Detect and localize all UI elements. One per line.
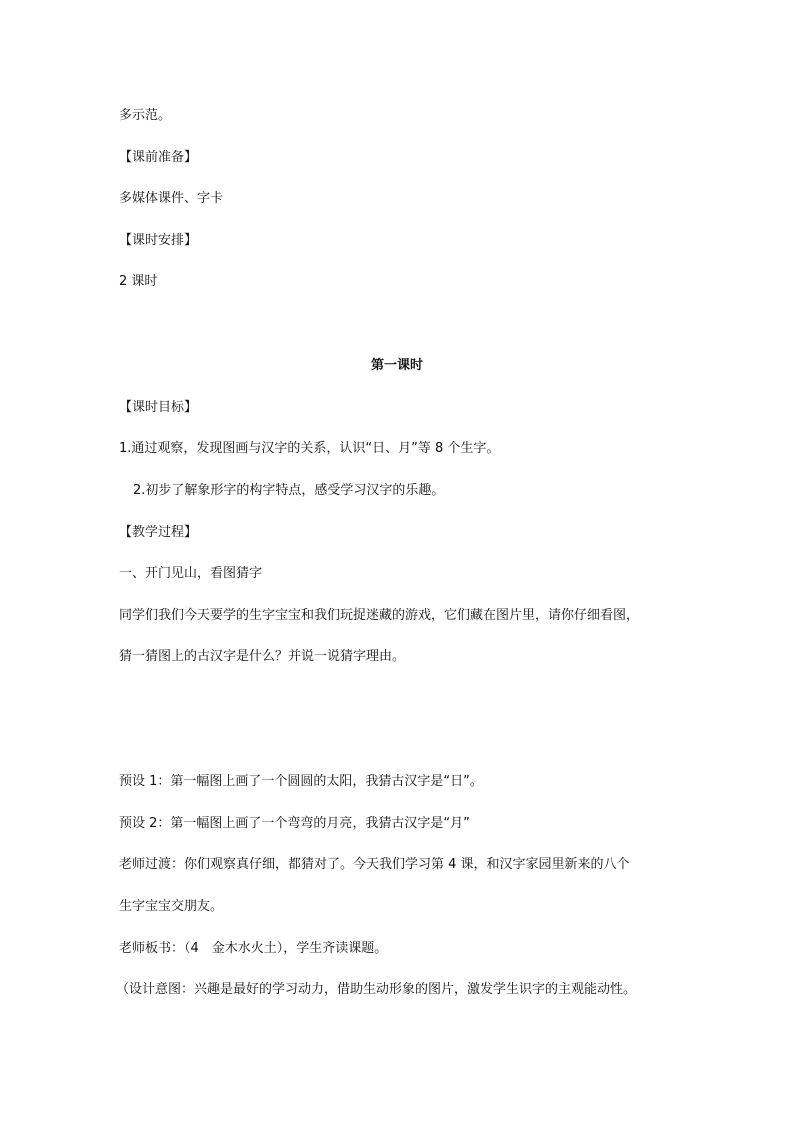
paragraph-materials: 多媒体课件、字卡 (119, 191, 224, 206)
section-title: 第一课时 (370, 358, 423, 373)
goal-item-2: 2.初步了解象形字的构字特点，感受学习汉字的乐趣。 (133, 483, 445, 498)
heading-schedule: 【课时安排】 (119, 233, 198, 248)
heading-preparation: 【课前准备】 (119, 150, 198, 165)
heading-goals: 【课时目标】 (119, 400, 198, 415)
teacher-board: 老师板书：（4 金木水火土），学生齐读课题。 (119, 941, 388, 956)
teacher-transition-1: 老师过渡：你们观察真仔细，都猜对了。今天我们学习第 4 课，和汉字家园里新来的八个 (119, 857, 630, 872)
paragraph-lessons: 2 课时 (119, 274, 158, 289)
step-heading-1: 一、开门见山，看图猜字 (119, 566, 263, 581)
goal-item-1: 1.通过观察，发现图画与汉字的关系，认识“日、月”等 8 个生字。 (119, 441, 500, 456)
teacher-transition-2: 生字宝宝交朋友。 (119, 899, 224, 914)
paragraph-intro-1: 同学们我们今天要学的生字宝宝和我们玩捉迷藏的游戏，它们藏在图片里，请你仔细看图， (119, 608, 640, 623)
preset-1: 预设 1：第一幅图上画了一个圆圆的太阳，我猜古汉字是“日”。 (119, 774, 483, 789)
design-intent: （设计意图：兴趣是最好的学习动力，借助生动形象的图片，激发学生识字的主观能动性。 (116, 982, 637, 997)
preset-2: 预设 2：第一幅图上画了一个弯弯的月亮，我猜古汉字是“月” (119, 816, 470, 831)
paragraph-intro-2: 猜一猜图上的古汉字是什么？并说一说猜字理由。 (119, 649, 406, 664)
paragraph-demo: 多示范。 (119, 108, 172, 123)
heading-process: 【教学过程】 (119, 525, 198, 540)
